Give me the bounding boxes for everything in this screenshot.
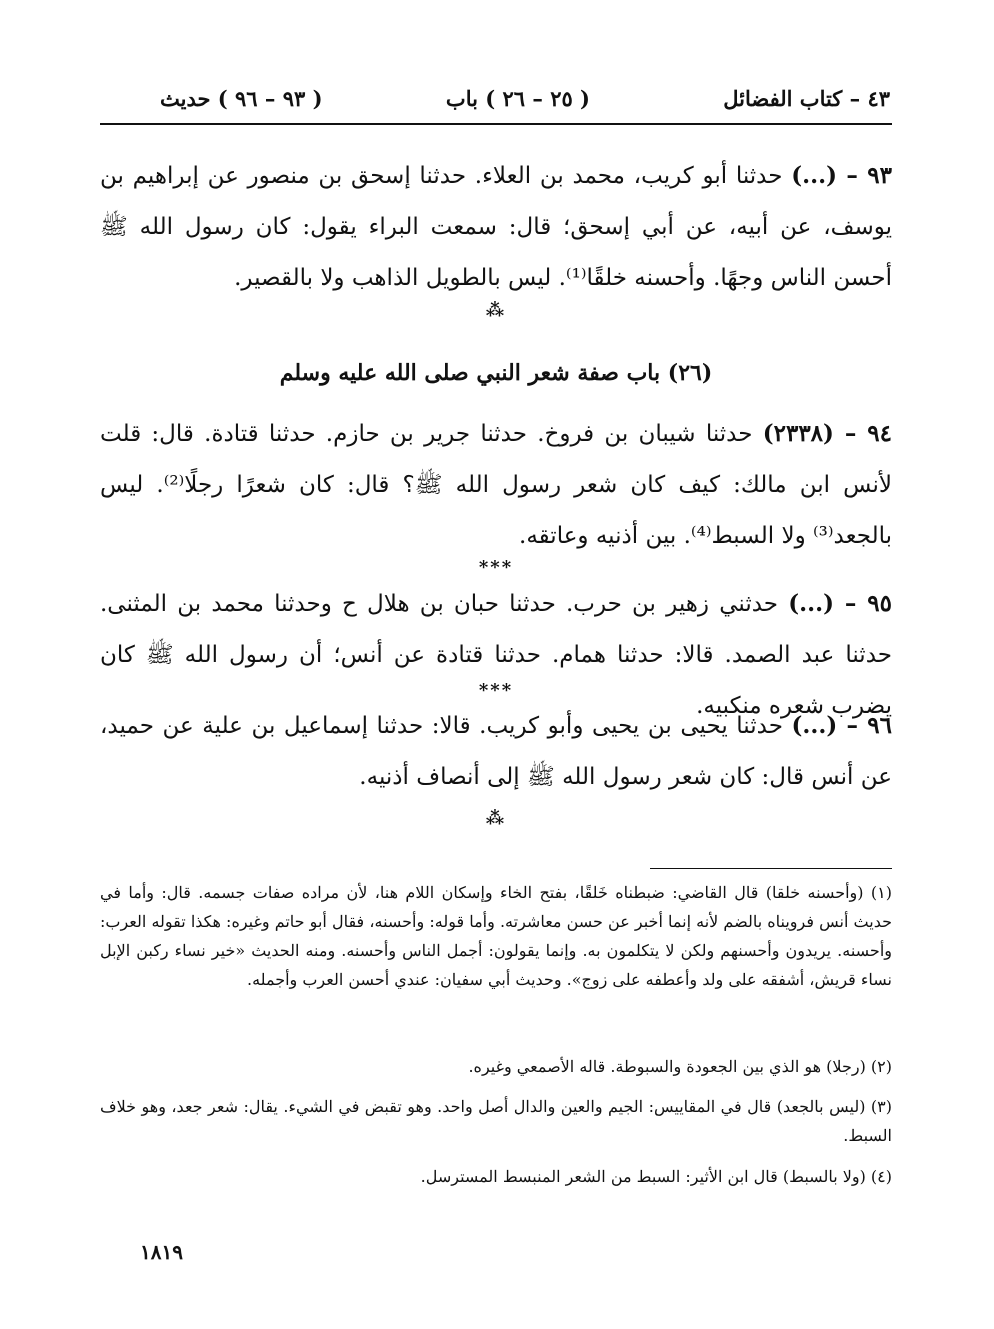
hadith-text: حدثني زهير بن حرب. حدثنا حبان بن هلال ح وحدثنا محمد بن المثنى. حدثنا عبد الصمد. قالا: حدثنا همام. حدثنا قتادة عن أنس؛ أن رسول الله ﷺ كان يضرب شعره منكبيه. (100, 591, 892, 719)
header-hadith-range: ( ٩٣ – ٩٦ ) حديث (160, 86, 323, 111)
footnote-4: (٤) (ولا بالسبط) قال ابن الأثير: السبط من الشعر المنبسط المسترسل. (420, 1167, 892, 1186)
hadith-number: ٩٦ – (...) (791, 712, 892, 739)
separator-stars: ⁂ (485, 808, 507, 829)
hadith-94 (100, 408, 892, 562)
footnote-1: (١) (وأحسنه خلقا) قال القاضي: ضبطناه خَلقًا، بفتح الخاء وإسكان اللام هنا، لأن مراده صفات جسمه. قال: وأما في حديث أنس فرويناه بالضم لأنه إنما أخبر عن حسن معاشرته. وأما قوله: وأحسنه، فقال أبو حاتم وغيره: هكذا تقوله العرب: وأحسنه. يريدون وأحسنهم ولكن لا يتكلمون به. وإنما يقولون: أجمل الناس وأحسنه. ومنه الحديث «خير نساء ركبن الإبل نساء قريش، أشفقه على ولد وأعطفه على زوج». وحديث أبي سفيان: عندي أحسن العرب وأجمله. (100, 883, 892, 989)
hadith-96 (100, 700, 892, 803)
hadith-text: حدثنا أبو كريب، محمد بن العلاء. حدثنا إسحق بن منصور عن إبراهيم بن يوسف، عن أبيه، عن أبي إسحق؛ قال: سمعت البراء يقول: كان رسول الله ﷺ أحسن الناس وجهًا. وأحسنه خلقًا⁽¹⁾. ليس بالطويل الذاهب ولا بالقصير. (100, 163, 892, 291)
header-rule (100, 123, 892, 125)
separator-stars: *** (478, 557, 514, 578)
hadith-text: حدثنا شيبان بن فروخ. حدثنا جرير بن حازم. حدثنا قتادة. قال: قلت لأنس ابن مالك: كيف كان شعر رسول الله ﷺ؟ قال: كان شعرًا رجلًا⁽²⁾. ليس بالجعد⁽³⁾ ولا السبط⁽⁴⁾. بين أذنيه وعاتقه. (100, 421, 892, 549)
footnote-3: (٣) (ليس بالجعد) قال في المقاييس: الجيم والعين والدال أصل واحد. وهو تقبض في الشيء. يقال: شعر جعد، وهو خلاف السبط. (100, 1097, 893, 1145)
hadith-number: ٩٣ – (...) (791, 162, 892, 189)
page-number: ١٨١٩ (140, 1240, 183, 1264)
hadith-93 (100, 150, 892, 304)
separator-stars: *** (478, 680, 514, 701)
hadith-number: ٩٤ – (٢٣٣٨) (762, 420, 893, 447)
footnote-rule (650, 868, 892, 869)
chapter-title: (٢٦) باب صفة شعر النبي صلى الله عليه وسلم (279, 360, 713, 386)
separator-stars: ⁂ (485, 300, 507, 321)
hadith-number: ٩٥ – (...) (788, 590, 892, 617)
header-book-title: ٤٣ – كتاب الفضائل (723, 86, 890, 111)
header-bab: ( ٢٥ – ٢٦ ) باب (445, 86, 590, 111)
hadith-text: حدثنا يحيى بن يحيى وأبو كريب. قالا: حدثنا إسماعيل بن علية عن حميد، عن أنس قال: كان شعر رسول الله ﷺ إلى أنصاف أذنيه. (100, 713, 892, 790)
running-header (100, 86, 890, 120)
footnote-2: (٢) (رجلا) هو الذي بين الجعودة والسبوطة. قاله الأصمعي وغيره. (468, 1057, 892, 1076)
